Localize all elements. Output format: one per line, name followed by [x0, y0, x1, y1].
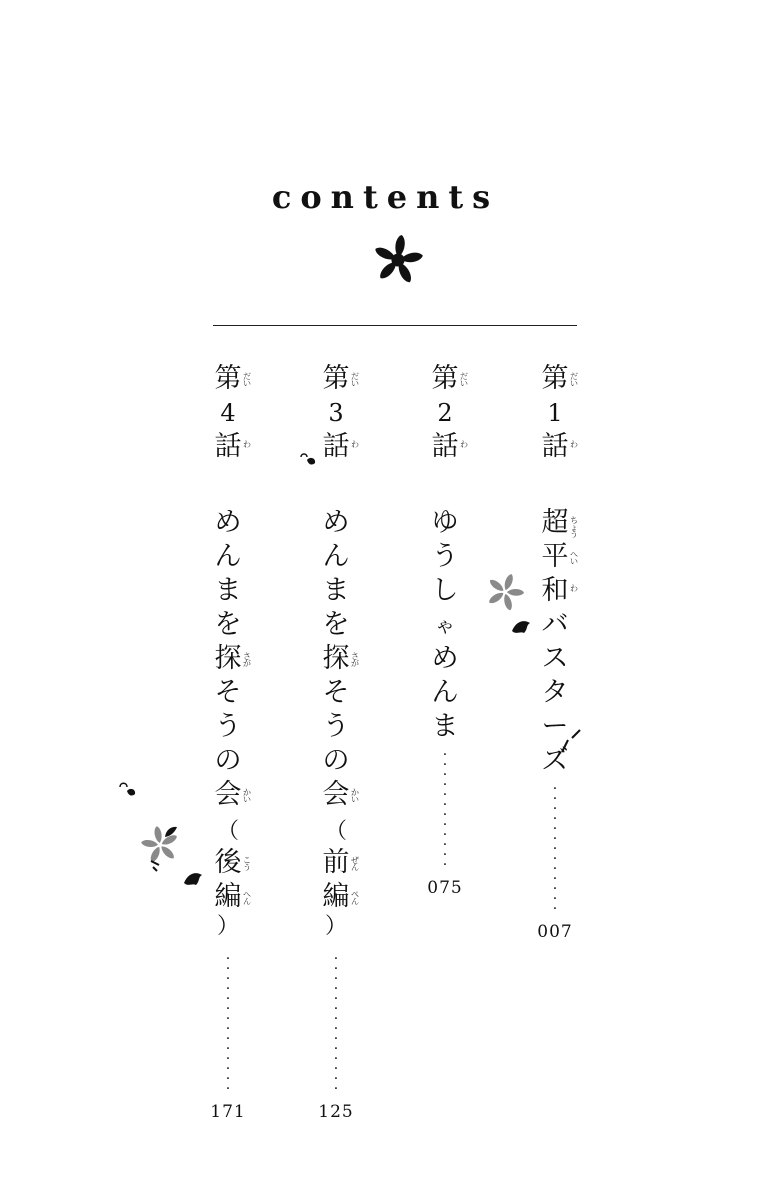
ruby-text: ぺ ん — [351, 890, 359, 906]
chapter-label-char: 1 — [547, 399, 563, 427]
chapter-title-char: う — [322, 711, 350, 742]
chapter-label-char: 2 — [437, 399, 453, 427]
page-number: 007 — [537, 922, 573, 942]
chapter-label-char: 4 — [220, 399, 236, 427]
chapter-title-char: 平 へ い — [541, 541, 578, 572]
chapter-title-char: ズ — [541, 745, 569, 776]
ruby-text: だ い — [460, 372, 468, 388]
chapter-title-char: め — [322, 507, 350, 538]
ruby-text: わ — [351, 440, 359, 449]
chapter-title-char: ま — [214, 575, 242, 606]
chapter-title-char: タ — [541, 677, 569, 708]
ruby-text: ぜ ん — [351, 856, 359, 872]
chapter-label-char: 話 わ — [322, 431, 359, 462]
flower-petal-icon — [485, 572, 525, 612]
chapter-title-char: め — [431, 643, 459, 674]
falling-leaf-icon — [148, 858, 164, 874]
divider — [213, 325, 577, 326]
falling-leaf-icon — [162, 823, 180, 841]
ruby-text: わ — [570, 440, 578, 449]
ruby-text: わ — [570, 584, 578, 593]
leader-dots: · · · · · · · · · · · · · · — [225, 951, 231, 1097]
chapter-label-char: 第 だ い — [541, 363, 578, 394]
page-number: 125 — [318, 1102, 354, 1122]
chapter-title-char: の — [214, 745, 242, 776]
chapter-label-char: 話 わ — [541, 431, 578, 462]
chapter-stack — [188, 362, 268, 1122]
chapter-title-char: 探 さ が — [322, 643, 359, 674]
chapter-title-char: 編 ぺ ん — [322, 881, 359, 912]
ruby-text: わ — [243, 440, 251, 449]
page-number: 075 — [427, 878, 463, 898]
chapter-title-char: ん — [214, 541, 242, 572]
chapter-title-char: 会 か い — [214, 779, 251, 810]
chapter-title-char: （ — [216, 819, 239, 844]
chapter-stack — [296, 362, 376, 1122]
chapter-title-char: ん — [431, 677, 459, 708]
falling-leaf-icon — [298, 452, 320, 470]
chapter-1-entry[interactable] — [515, 362, 595, 942]
chapter-title-char: う — [214, 711, 242, 742]
chapter-label-char: 第 だ い — [214, 363, 251, 394]
chapter-2-entry[interactable] — [405, 362, 485, 898]
chapter-title-char: そ — [214, 677, 242, 708]
ruby-text: こ う — [243, 856, 251, 872]
chapter-title-char: ゆ — [431, 507, 459, 538]
chapter-title-char: ） — [216, 914, 239, 939]
page-title: contents — [271, 178, 500, 216]
chapter-title-char: 編 へ ん — [214, 881, 251, 912]
chapter-title-char: 探 さ が — [214, 643, 251, 674]
chapter-title-char: し — [431, 575, 459, 606]
chapter-stack — [405, 362, 485, 898]
page-number: 171 — [210, 1102, 246, 1122]
chapter-title-char: ） — [324, 914, 347, 939]
chapter-title-char: め — [214, 507, 242, 538]
chapter-title-char: （ — [324, 819, 347, 844]
chapter-title-char: 会 か い — [322, 779, 359, 810]
ruby-text: だ い — [243, 372, 251, 388]
chapter-title-char: ス — [541, 643, 569, 674]
chapter-label-char: 話 わ — [431, 431, 468, 462]
chapter-title-char: を — [322, 609, 350, 640]
leader-dots: · · · · · · · · · · · · — [442, 747, 448, 873]
flower-icon — [370, 232, 426, 288]
chapter-title-char: の — [322, 745, 350, 776]
chapter-title-char: ー — [541, 711, 569, 742]
chapter-title-char: 後 こ う — [214, 847, 251, 878]
chapter-title-char: う — [431, 541, 459, 572]
leader-dots: · · · · · · · · · · · · · · — [333, 951, 339, 1097]
chapter-title-char: 超 ち ょ う — [541, 507, 578, 539]
ruby-text: わ — [460, 440, 468, 449]
ruby-text: さ が — [351, 652, 359, 668]
chapter-title-char: バ — [541, 609, 569, 640]
ruby-text: か い — [243, 788, 251, 804]
chapter-title-char: ん — [322, 541, 350, 572]
ruby-text: さ が — [243, 652, 251, 668]
ruby-text: か い — [351, 788, 359, 804]
chapter-label-char: 話 わ — [214, 431, 251, 462]
ruby-text: だ い — [570, 372, 578, 388]
chapter-title-char: 前 ぜ ん — [322, 847, 359, 878]
chapter-title-char: ま — [431, 711, 459, 742]
ruby-text: へ ん — [243, 890, 251, 906]
ruby-text: だ い — [351, 372, 359, 388]
chapter-title-char: ま — [322, 575, 350, 606]
chapter-label-char: 第 だ い — [431, 363, 468, 394]
falling-leaf-icon — [510, 617, 534, 637]
chapter-title-char: そ — [322, 677, 350, 708]
chapter-title-char: を — [214, 609, 242, 640]
chapter-3-entry[interactable] — [296, 362, 376, 1122]
chapter-title-char: 和 わ — [541, 575, 578, 606]
chapter-title-char: ゃ — [435, 613, 455, 637]
chapter-label-char: 3 — [328, 399, 344, 427]
chapter-4-entry[interactable] — [188, 362, 268, 1122]
falling-leaf-icon — [558, 726, 584, 756]
leader-dots: · · · · · · · · · · · · · — [552, 781, 558, 917]
ruby-text: ち ょ う — [570, 516, 578, 539]
falling-leaf-icon — [182, 869, 206, 889]
chapter-label-char: 第 だ い — [322, 363, 359, 394]
falling-leaf-icon — [117, 781, 141, 801]
ruby-text: へ い — [570, 550, 578, 566]
chapter-stack — [515, 362, 595, 942]
